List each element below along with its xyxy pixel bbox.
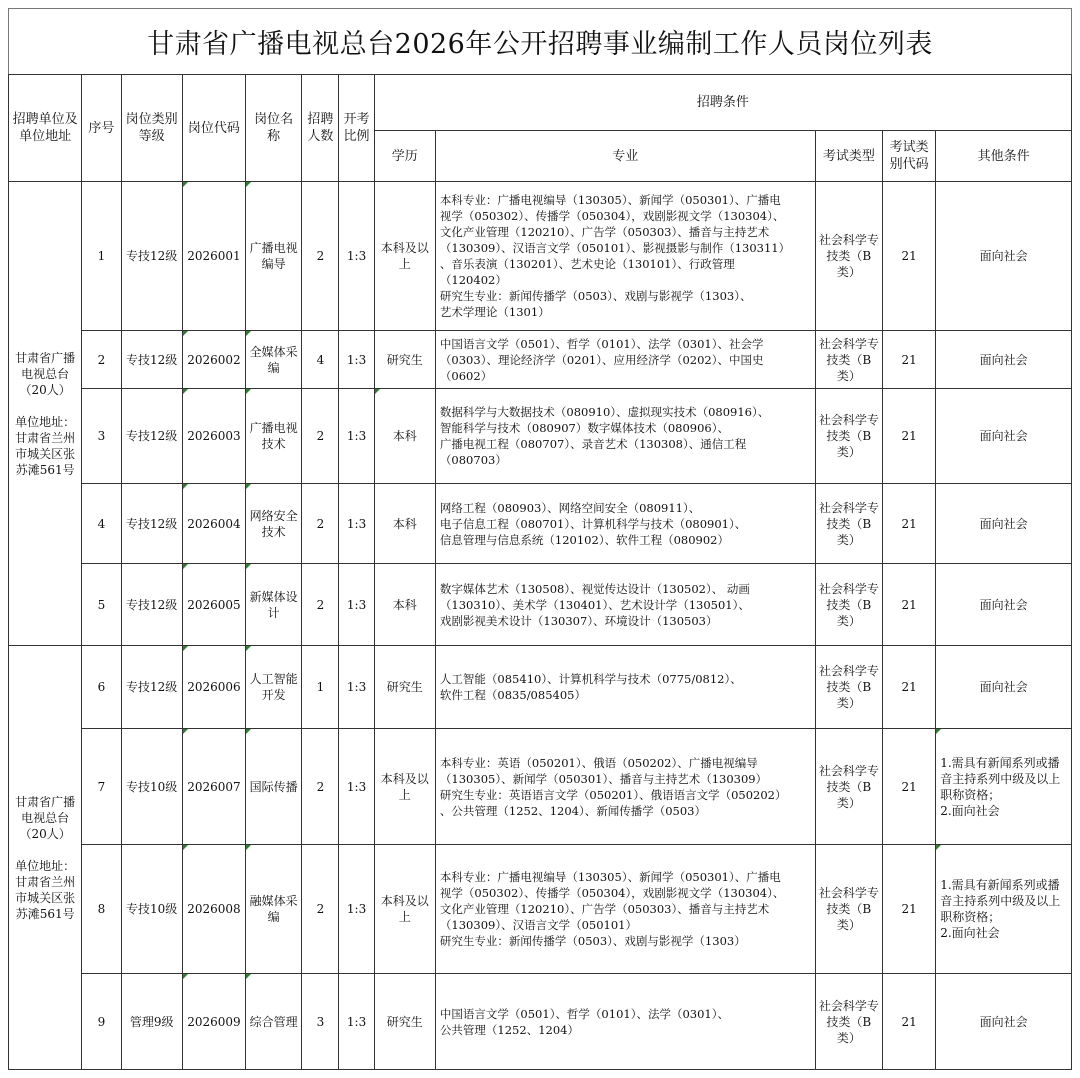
exam-type: 社会科学专技类（B类） — [815, 845, 882, 974]
position-name: 新媒体设计 — [246, 564, 302, 646]
other-conditions-line: 音主持系列中级及以上 — [940, 894, 1061, 908]
other-conditions — [936, 564, 1072, 646]
position-category: 专技12级 — [121, 564, 182, 646]
header-major: 专业 — [435, 131, 815, 182]
table-row — [9, 974, 1072, 1070]
row-number: 9 — [82, 974, 121, 1070]
row-number: 4 — [82, 484, 121, 564]
major-requirements-line: 艺术学理论（1301） — [439, 305, 550, 319]
exam-ratio: 1:3 — [339, 974, 374, 1070]
row-number: 2 — [82, 331, 121, 389]
exam-ratio: 1:3 — [339, 845, 374, 974]
cell-marker-icon — [183, 564, 188, 569]
position-category: 专技10级 — [121, 845, 182, 974]
other-conditions-line: 音主持系列中级及以上 — [940, 771, 1061, 786]
major-requirements-line: 戏剧影视美术设计（130307）、环境设计（130503） — [439, 613, 718, 628]
education: 本科 — [374, 484, 435, 564]
major-requirements-line: 本科专业：广播电视编导（130305）、新闻学（050301）、广播电 — [439, 193, 781, 207]
exam-ratio: 1:3 — [339, 484, 374, 564]
major-requirements-line: 研究生专业：新闻传播学（0503）、戏剧与影视学（1303）、 — [439, 289, 752, 303]
position-name: 综合管理 — [246, 974, 302, 1070]
position-code: 2026007 — [182, 729, 245, 845]
major-requirements-line: （0303）、理论经济学（0201）、应用经济学（0202）、中国史 — [439, 352, 764, 367]
hire-count: 3 — [302, 974, 339, 1070]
other-conditions-line: 面向社会 — [979, 597, 1028, 612]
table-row — [9, 331, 1072, 389]
header-code: 岗位代码 — [182, 75, 245, 182]
exam-category-code: 21 — [883, 182, 936, 331]
major-requirements — [435, 182, 815, 331]
cell-marker-icon — [246, 389, 251, 394]
other-conditions-line: 面向社会 — [979, 352, 1028, 367]
header-ratio: 开考比例 — [339, 75, 374, 182]
table-row — [9, 182, 1072, 331]
major-requirements-line: 信息管理与信息系统（120102）、软件工程（080902） — [439, 532, 729, 547]
exam-category-code: 21 — [883, 564, 936, 646]
major-requirements-line: 视学（050302）、传播学（050304），戏剧影视文学（130304）、 — [439, 886, 785, 900]
other-conditions-line: 1.需具有新闻系列或播 — [940, 878, 1060, 892]
other-conditions — [936, 484, 1072, 564]
education: 本科及以上 — [374, 729, 435, 845]
position-code: 2026002 — [182, 331, 245, 389]
major-requirements — [435, 729, 815, 845]
table-row — [9, 845, 1072, 974]
major-requirements-line: 、音乐表演（130201）、艺术史论（130101）、行政管理 — [439, 257, 735, 271]
position-category: 专技12级 — [121, 331, 182, 389]
exam-category-code: 21 — [883, 974, 936, 1070]
other-conditions-line: 2.面向社会 — [940, 803, 1000, 818]
row-number: 6 — [82, 646, 121, 729]
major-requirements-line: 文化产业管理（120210）、广告学（050303）、播音与主持艺术 — [439, 902, 770, 916]
row-number: 8 — [82, 845, 121, 974]
cell-marker-icon — [936, 729, 941, 734]
major-requirements — [435, 974, 815, 1070]
cell-marker-icon — [246, 564, 251, 569]
cell-marker-icon — [936, 845, 941, 850]
unit-cell — [9, 182, 82, 646]
exam-ratio: 1:3 — [339, 564, 374, 646]
table-row — [9, 564, 1072, 646]
exam-category-code: 21 — [883, 331, 936, 389]
position-code: 2026001 — [182, 182, 245, 331]
position-category: 专技12级 — [121, 484, 182, 564]
education: 研究生 — [374, 646, 435, 729]
major-requirements-line: 智能科学与技术（080907）数字媒体技术（080906）、 — [439, 421, 729, 435]
major-requirements-line: （0602） — [439, 368, 493, 383]
major-requirements-line: 文化产业管理（120210）、广告学（050303）、播音与主持艺术 — [439, 225, 770, 239]
major-requirements — [435, 564, 815, 646]
major-requirements — [435, 845, 815, 974]
major-requirements-line: （130309）、汉语言文学（050101） — [439, 918, 637, 932]
position-name: 人工智能开发 — [246, 646, 302, 729]
hire-count: 1 — [302, 646, 339, 729]
exam-type: 社会科学专技类（B类） — [815, 331, 882, 389]
major-requirements-line: （120402） — [439, 273, 507, 287]
major-requirements-line: 研究生专业：英语语言文学（050201）、俄语语言文学（050202） — [439, 787, 787, 802]
position-code: 2026006 — [182, 646, 245, 729]
major-requirements-line: 中国语言文学（0501）、哲学（0101）、法学（0301）、 — [439, 1006, 729, 1021]
position-name: 广播电视编导 — [246, 182, 302, 331]
major-requirements-line: 、公共管理（1252、1204）、新闻传播学（0503） — [439, 803, 706, 818]
header-unit: 招聘单位及单位地址 — [9, 75, 82, 182]
position-name: 全媒体采编 — [246, 331, 302, 389]
major-requirements-line: 中国语言文学（0501）、哲学（0101）、法学（0301）、社会学 — [439, 336, 764, 351]
exam-type: 社会科学专技类（B类） — [815, 564, 882, 646]
major-requirements — [435, 484, 815, 564]
education: 研究生 — [374, 974, 435, 1070]
major-requirements-line: （130309）、汉语言文学（050101）、影视摄影与制作（130311） — [439, 241, 791, 255]
major-requirements-line: 数字媒体艺术（130508）、视觉传达设计（130502）、 动画 — [439, 581, 750, 596]
major-requirements-line: 电子信息工程（080701）、计算机科学与技术（080901）、 — [439, 516, 747, 531]
other-conditions — [936, 182, 1072, 331]
cell-marker-icon — [246, 845, 251, 850]
unit-name: 甘肃省广播电视总台（20人） — [15, 350, 76, 397]
position-code: 2026004 — [182, 484, 245, 564]
hire-count: 4 — [302, 331, 339, 389]
exam-type: 社会科学专技类（B类） — [815, 729, 882, 845]
cell-marker-icon — [183, 974, 188, 979]
cell-marker-icon — [246, 484, 251, 489]
unit-gap — [12, 398, 78, 414]
major-requirements-line: 广播电视工程（080707）、录音艺术（130308）、通信工程 — [439, 437, 747, 451]
table-row — [9, 484, 1072, 564]
major-requirements-line: （130310）、美术学（130401）、艺术设计学（130501）、 — [439, 597, 750, 612]
education: 研究生 — [374, 331, 435, 389]
header-exam-code: 考试类别代码 — [883, 131, 936, 182]
major-requirements-line: （130305）、新闻学（050301）、播音与主持艺术（130309） — [439, 771, 768, 786]
education: 本科及以上 — [374, 182, 435, 331]
cell-marker-icon — [183, 729, 188, 734]
major-requirements-line: 人工智能（085410）、计算机科学与技术（0775/0812）、 — [439, 672, 742, 686]
exam-type: 社会科学专技类（B类） — [815, 389, 882, 484]
major-requirements — [435, 389, 815, 484]
cell-marker-icon — [246, 646, 251, 651]
row-number: 7 — [82, 729, 121, 845]
header-education: 学历 — [374, 131, 435, 182]
exam-category-code: 21 — [883, 646, 936, 729]
other-conditions — [936, 389, 1072, 484]
hire-count: 2 — [302, 484, 339, 564]
exam-ratio: 1:3 — [339, 389, 374, 484]
exam-category-code: 21 — [883, 389, 936, 484]
table-row — [9, 389, 1072, 484]
education: 本科 — [374, 389, 435, 484]
header-other: 其他条件 — [936, 131, 1072, 182]
cell-marker-icon — [183, 484, 188, 489]
exam-category-code: 21 — [883, 845, 936, 974]
header-count: 招聘人数 — [302, 75, 339, 182]
hire-count: 2 — [302, 845, 339, 974]
major-requirements-line: 数据科学与大数据技术（080910）、虚拟现实技术（080916）、 — [439, 405, 770, 419]
position-code: 2026008 — [182, 845, 245, 974]
hire-count: 2 — [302, 182, 339, 331]
exam-ratio: 1:3 — [339, 729, 374, 845]
other-conditions-line: 面向社会 — [979, 1014, 1028, 1029]
other-conditions-line: 面向社会 — [979, 249, 1028, 263]
exam-type: 社会科学专技类（B类） — [815, 974, 882, 1070]
position-code: 2026009 — [182, 974, 245, 1070]
major-requirements-line: 本科专业：英语（050201）、俄语（050202）、广播电视编导 — [439, 755, 758, 770]
other-conditions-line: 职称资格； — [940, 787, 1001, 802]
position-category: 专技10级 — [121, 729, 182, 845]
cell-marker-icon — [183, 182, 188, 187]
cell-marker-icon — [246, 974, 251, 979]
other-conditions — [936, 845, 1072, 974]
cell-marker-icon — [183, 389, 188, 394]
position-name: 网络安全技术 — [246, 484, 302, 564]
position-category: 专技12级 — [121, 389, 182, 484]
exam-ratio: 1:3 — [339, 646, 374, 729]
other-conditions-line: 面向社会 — [979, 429, 1028, 443]
table-row — [9, 729, 1072, 845]
exam-category-code: 21 — [883, 729, 936, 845]
hire-count: 2 — [302, 389, 339, 484]
exam-type: 社会科学专技类（B类） — [815, 646, 882, 729]
header-position-name: 岗位名称 — [246, 75, 302, 182]
position-code: 2026005 — [182, 564, 245, 646]
exam-type: 社会科学专技类（B类） — [815, 182, 882, 331]
other-conditions-line: 面向社会 — [979, 516, 1028, 531]
other-conditions-line: 1.需具有新闻系列或播 — [940, 755, 1060, 770]
unit-address: 单位地址：甘肃省兰州市城关区张苏滩561号 — [15, 858, 76, 921]
other-conditions — [936, 331, 1072, 389]
position-name: 融媒体采编 — [246, 845, 302, 974]
header-exam-type: 考试类型 — [815, 131, 882, 182]
other-conditions-line: 职称资格； — [940, 910, 1001, 924]
hire-count: 2 — [302, 564, 339, 646]
other-conditions — [936, 974, 1072, 1070]
header-category: 岗位类别等级 — [121, 75, 182, 182]
other-conditions-line: 2.面向社会 — [940, 926, 1000, 940]
position-category: 管理9级 — [121, 974, 182, 1070]
other-conditions — [936, 646, 1072, 729]
cell-marker-icon — [246, 729, 251, 734]
cell-marker-icon — [246, 331, 251, 336]
major-requirements — [435, 331, 815, 389]
other-conditions-line: 面向社会 — [979, 680, 1028, 694]
row-number: 3 — [82, 389, 121, 484]
position-category: 专技12级 — [121, 646, 182, 729]
header-no: 序号 — [82, 75, 121, 182]
hire-count: 2 — [302, 729, 339, 845]
position-name: 广播电视技术 — [246, 389, 302, 484]
unit-cell — [9, 646, 82, 1070]
position-category: 专技12级 — [121, 182, 182, 331]
major-requirements-line: 公共管理（1252、1204） — [439, 1022, 579, 1037]
major-requirements — [435, 646, 815, 729]
cell-marker-icon — [375, 389, 380, 394]
exam-category-code: 21 — [883, 484, 936, 564]
exam-type: 社会科学专技类（B类） — [815, 484, 882, 564]
major-requirements-line: （080703） — [439, 453, 507, 467]
other-conditions — [936, 729, 1072, 845]
unit-name: 甘肃省广播电视总台（20人） — [15, 794, 76, 841]
education: 本科及以上 — [374, 845, 435, 974]
major-requirements-line: 本科专业：广播电视编导（130305）、新闻学（050301）、广播电 — [439, 870, 781, 884]
exam-ratio: 1:3 — [339, 331, 374, 389]
row-number: 5 — [82, 564, 121, 646]
cell-marker-icon — [246, 182, 251, 187]
major-requirements-line: 研究生专业：新闻传播学（0503）、戏剧与影视学（1303） — [439, 934, 746, 948]
header-conditions: 招聘条件 — [374, 75, 1071, 131]
unit-address: 单位地址：甘肃省兰州市城关区张苏滩561号 — [15, 414, 76, 477]
row-number: 1 — [82, 182, 121, 331]
cell-marker-icon — [183, 646, 188, 651]
major-requirements-line: 软件工程（0835/085405） — [439, 688, 586, 702]
education: 本科 — [374, 564, 435, 646]
exam-ratio: 1:3 — [339, 182, 374, 331]
major-requirements-line: 视学（050302）、传播学（050304），戏剧影视文学（130304）、 — [439, 209, 785, 223]
cell-marker-icon — [183, 331, 188, 336]
positions-table — [8, 74, 1072, 1070]
table-row — [9, 646, 1072, 729]
position-code: 2026003 — [182, 389, 245, 484]
unit-gap — [12, 842, 78, 858]
major-requirements-line: 网络工程（080903）、网络空间安全（080911）、 — [439, 500, 701, 515]
cell-marker-icon — [183, 845, 188, 850]
page-title: 甘肃省广播电视总台2026年公开招聘事业编制工作人员岗位列表 — [8, 8, 1072, 74]
position-name: 国际传播 — [246, 729, 302, 845]
